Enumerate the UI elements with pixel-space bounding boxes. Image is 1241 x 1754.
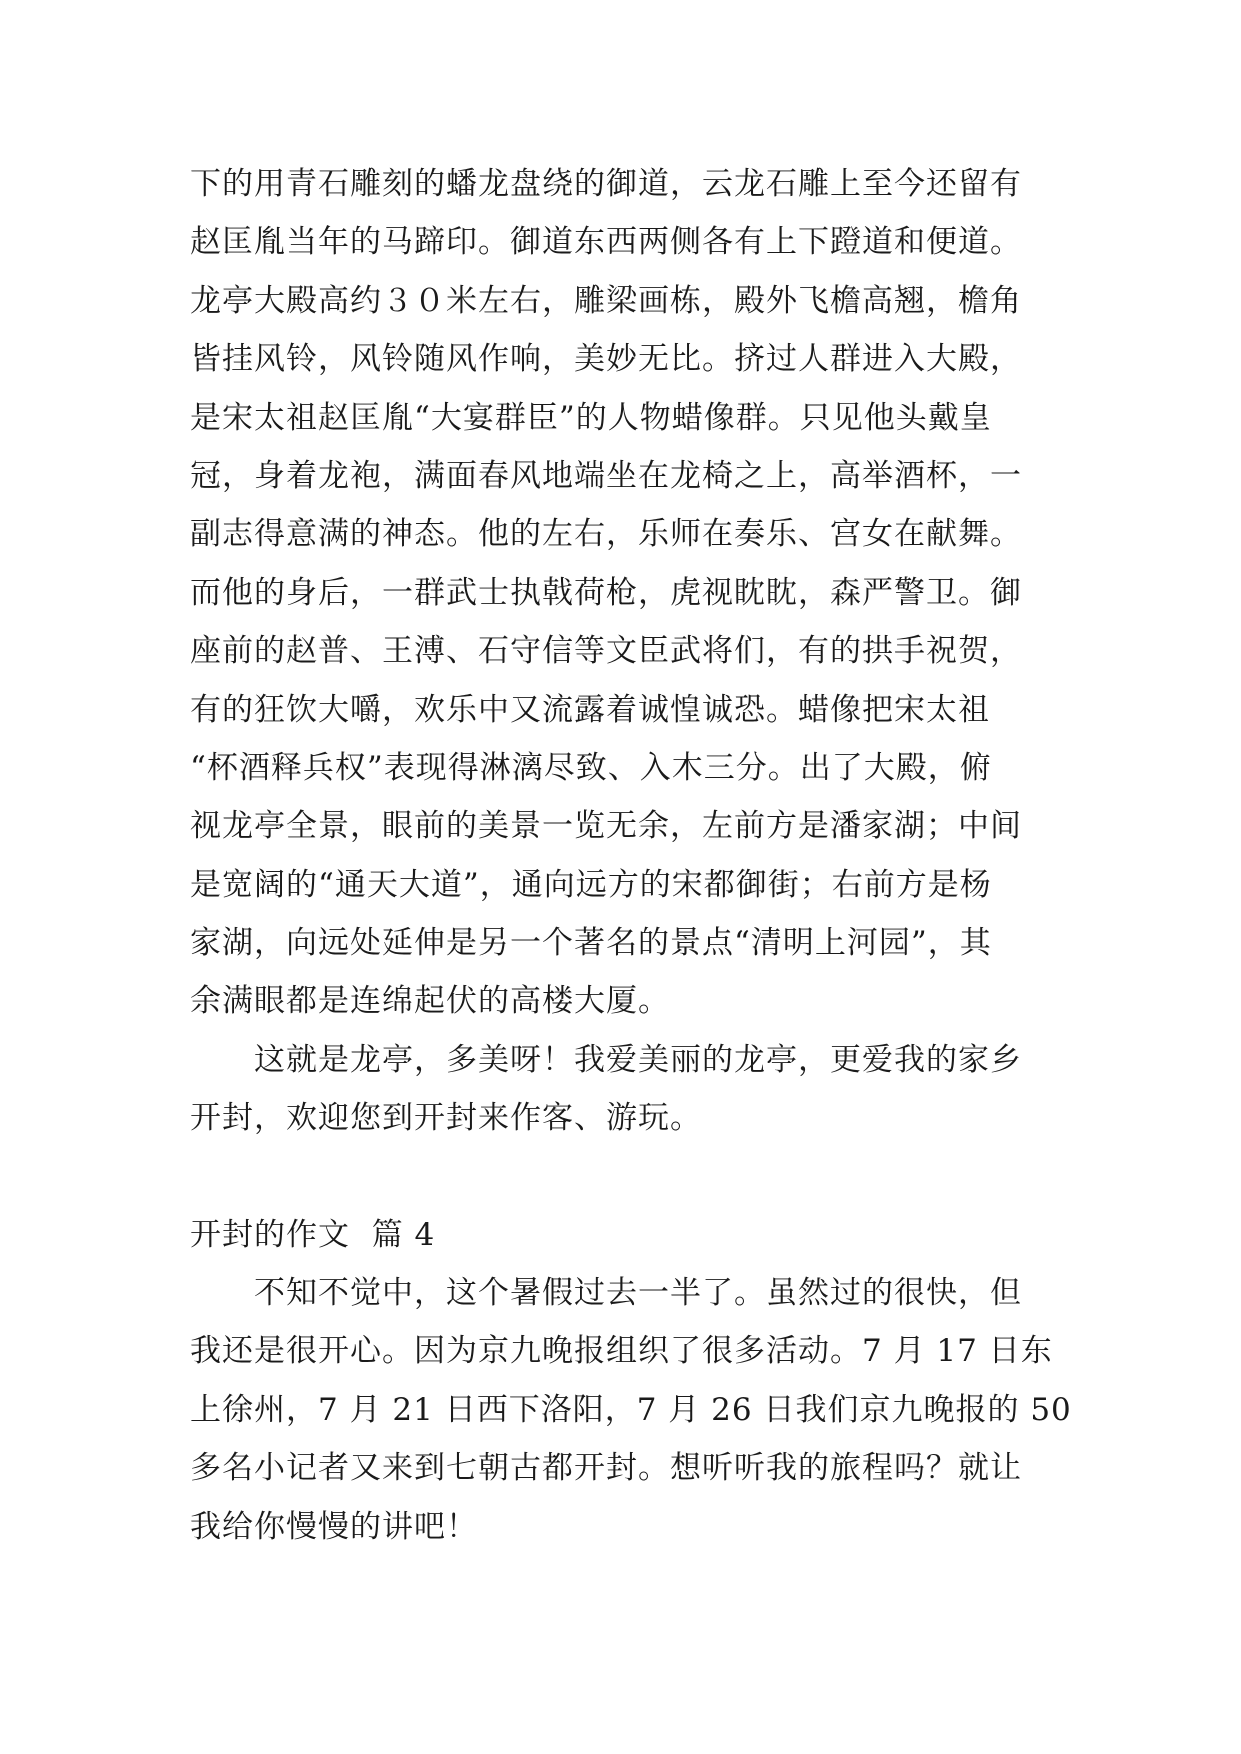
text-line: 冠，身着龙袍，满面春风地端坐在龙椅之上，高举酒杯，一 (190, 457, 1022, 494)
paragraph-longting-description (190, 155, 1070, 1031)
text-line: 我给你慢慢的讲吧！ (190, 1508, 478, 1545)
text-line: 多名小记者又来到七朝古都开封。想听听我的旅程吗？就让 (190, 1450, 1022, 1487)
text-line: 下的用青石雕刻的蟠龙盘绕的御道，云龙石雕上至今还留有 (190, 166, 1022, 202)
paragraph-section4-intro (190, 1264, 1070, 1556)
text-line: 开封，欢迎您到开封来作客、游玩。 (190, 1100, 702, 1137)
text-line: 视龙亭全景，眼前的美景一览无余，左前方是潘家湖；中间 (190, 808, 1022, 845)
text-line: 余满眼都是连绵起伏的高楼大厦。 (190, 983, 670, 1020)
text-line: 不知不觉中，这个暑假过去一半了。虽然过的很快，但 (254, 1275, 1022, 1312)
text-line: 这就是龙亭，多美呀！我爱美丽的龙亭，更爱我的家乡 (254, 1041, 1022, 1078)
section-heading: 开封的作文 篇 4 (190, 1216, 436, 1253)
text-line: “杯酒释兵权”表现得淋漓尽致、入木三分。出了大殿，俯 (190, 749, 992, 786)
text-line: 赵匡胤当年的马蹄印。御道东西两侧各有上下蹬道和便道。 (190, 224, 1022, 261)
text-line: 是宋太祖赵匡胤“大宴群臣”的人物蜡像群。只见他头戴皇 (190, 399, 992, 436)
paragraph-conclusion (190, 1031, 1070, 1148)
text-line: 家湖，向远处延伸是另一个著名的景点“清明上河园”，其 (190, 925, 992, 962)
text-line: 龙亭大殿高约３０米左右，雕梁画栋，殿外飞檐高翘，檐角 (190, 282, 1022, 319)
text-line: 座前的赵普、王溥、石守信等文臣武将们，有的拱手祝贺， (190, 633, 1022, 670)
document-body (190, 155, 1070, 1556)
text-line: 有的狂饮大嚼，欢乐中又流露着诚惶诚恐。蜡像把宋太祖 (190, 691, 990, 728)
text-line: 皆挂风铃，风铃随风作响，美妙无比。挤过人群进入大殿， (190, 341, 1022, 378)
text-line: 上徐州，7 月 21 日西下洛阳，7 月 26 日我们京九晚报的 50 (190, 1391, 1072, 1428)
text-line: 我还是很开心。因为京九晚报组织了很多活动。7 月 17 日东 (190, 1333, 1053, 1370)
text-line: 副志得意满的神态。他的左右，乐师在奏乐、宫女在献舞。 (190, 516, 1022, 553)
text-line: 是宽阔的“通天大道”，通向远方的宋都御街；右前方是杨 (190, 866, 992, 903)
section-spacer (190, 1148, 1070, 1206)
text-line: 而他的身后，一群武士执戟荷枪，虎视眈眈，森严警卫。御 (190, 574, 1022, 611)
